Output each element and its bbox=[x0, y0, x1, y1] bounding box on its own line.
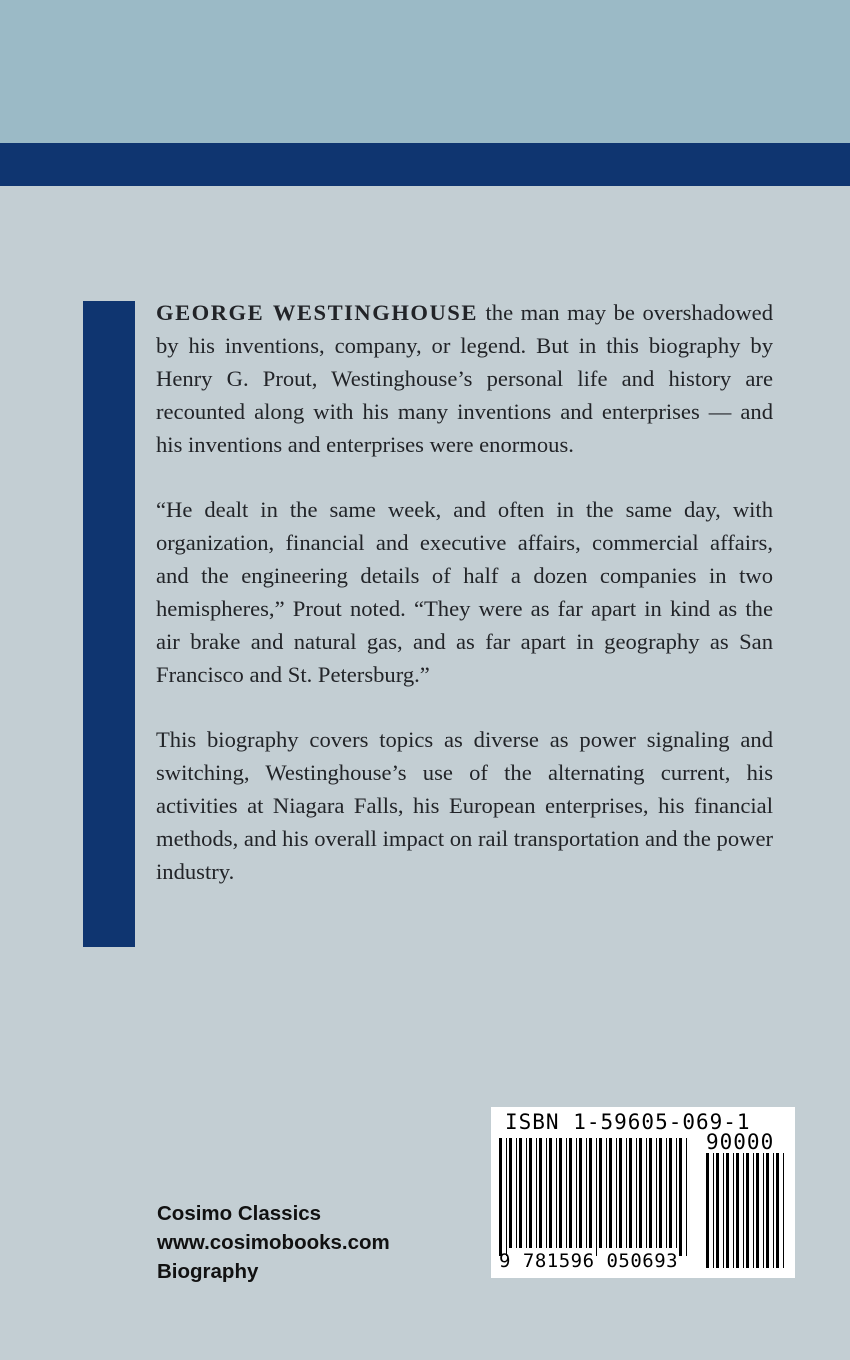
barcode-bar bbox=[639, 1138, 642, 1248]
barcode-bar bbox=[649, 1138, 652, 1248]
barcode-bar bbox=[546, 1138, 547, 1248]
barcode-bar bbox=[723, 1153, 724, 1268]
ean-barcode-icon bbox=[499, 1138, 687, 1256]
barcode-bar bbox=[716, 1153, 719, 1268]
barcode-bar bbox=[736, 1153, 739, 1268]
barcode-bar bbox=[626, 1138, 627, 1248]
barcode-bar bbox=[566, 1138, 567, 1248]
barcode-bar bbox=[659, 1138, 662, 1248]
barcode-bar bbox=[763, 1153, 764, 1268]
barcode-bar bbox=[656, 1138, 657, 1248]
barcode-bar bbox=[636, 1138, 637, 1248]
barcode-bar bbox=[576, 1138, 577, 1248]
barcode-bar bbox=[529, 1138, 532, 1248]
isbn-label: ISBN 1-59605-069-1 bbox=[505, 1110, 751, 1134]
barcode-bar bbox=[599, 1138, 602, 1248]
barcode-bar bbox=[706, 1153, 709, 1268]
barcode-bar bbox=[606, 1138, 607, 1248]
blurb-paragraph-2: “He dealt in the same week, and often in the same day, with organization, financial and executive affairs, commercial affairs, and the engineering details of half a dozen companies in two hemispheres,” Prout noted. “They were as far apart in kind as the air brake and natural gas, and as far apart in geography as San Francisco and St. Petersburg.” bbox=[156, 497, 773, 687]
barcode-bar bbox=[726, 1153, 729, 1268]
book-category: Biography bbox=[157, 1260, 259, 1283]
barcode-bar bbox=[686, 1138, 687, 1256]
barcode-bar bbox=[733, 1153, 734, 1268]
barcode-bar bbox=[773, 1153, 774, 1268]
barcode-bar bbox=[743, 1153, 744, 1268]
barcode-bar bbox=[519, 1138, 522, 1248]
barcode-bar bbox=[646, 1138, 647, 1248]
barcode-bar bbox=[766, 1153, 769, 1268]
blurb-paragraph-3: This biography covers topics as diverse as power signaling and switching, Westinghouse’s use of the alternating current, his activities at Niagara Falls, his European enterprises, his financial methods, and his overall impact on rail transportation and the power industry. bbox=[156, 727, 773, 884]
barcode-bar bbox=[596, 1138, 597, 1256]
barcode-bar bbox=[616, 1138, 617, 1248]
barcode-bar bbox=[713, 1153, 714, 1268]
barcode-bar bbox=[569, 1138, 572, 1248]
barcode-bar bbox=[526, 1138, 527, 1248]
barcode-bar bbox=[559, 1138, 562, 1248]
publisher-name: Cosimo Classics bbox=[157, 1202, 322, 1225]
barcode-bar bbox=[676, 1138, 677, 1248]
blurb-lead-name: GEORGE WESTINGHOUSE bbox=[156, 300, 478, 325]
barcode-bar bbox=[516, 1138, 517, 1248]
barcode-bar bbox=[579, 1138, 582, 1248]
barcode-bar bbox=[589, 1138, 592, 1248]
barcode-bar bbox=[776, 1153, 779, 1268]
barcode-bar bbox=[506, 1138, 507, 1256]
barcode-bar bbox=[509, 1138, 512, 1248]
barcode-bar bbox=[669, 1138, 672, 1248]
barcode-bar bbox=[756, 1153, 759, 1268]
barcode-bar bbox=[549, 1138, 552, 1248]
blurb-paragraph-1-text: the man may be overshadowed by his inventions, company, or legend. But in this biography by Henry G. Prout, Westinghouse’s personal life and history are recounted along with his many inventions and enterprises — and his inventions and enterprises were enormous. bbox=[156, 300, 773, 457]
barcode-bar bbox=[746, 1153, 749, 1268]
barcode-bar bbox=[499, 1138, 502, 1256]
barcode-bar bbox=[609, 1138, 612, 1248]
barcode-bar bbox=[536, 1138, 537, 1248]
price-code: 90000 bbox=[706, 1130, 775, 1154]
publisher-website: www.cosimobooks.com bbox=[157, 1231, 390, 1254]
barcode-bar bbox=[556, 1138, 557, 1248]
price-addon-barcode-icon bbox=[706, 1153, 784, 1268]
barcode-bar bbox=[783, 1153, 784, 1268]
barcode-bar bbox=[666, 1138, 667, 1248]
ean-digits: 9 781596 050693 bbox=[499, 1250, 679, 1272]
barcode-bar bbox=[586, 1138, 587, 1248]
barcode-bar bbox=[629, 1138, 632, 1248]
barcode-bar bbox=[679, 1138, 682, 1256]
barcode-bar bbox=[753, 1153, 754, 1268]
barcode-bar bbox=[539, 1138, 542, 1248]
barcode-bar bbox=[619, 1138, 622, 1248]
